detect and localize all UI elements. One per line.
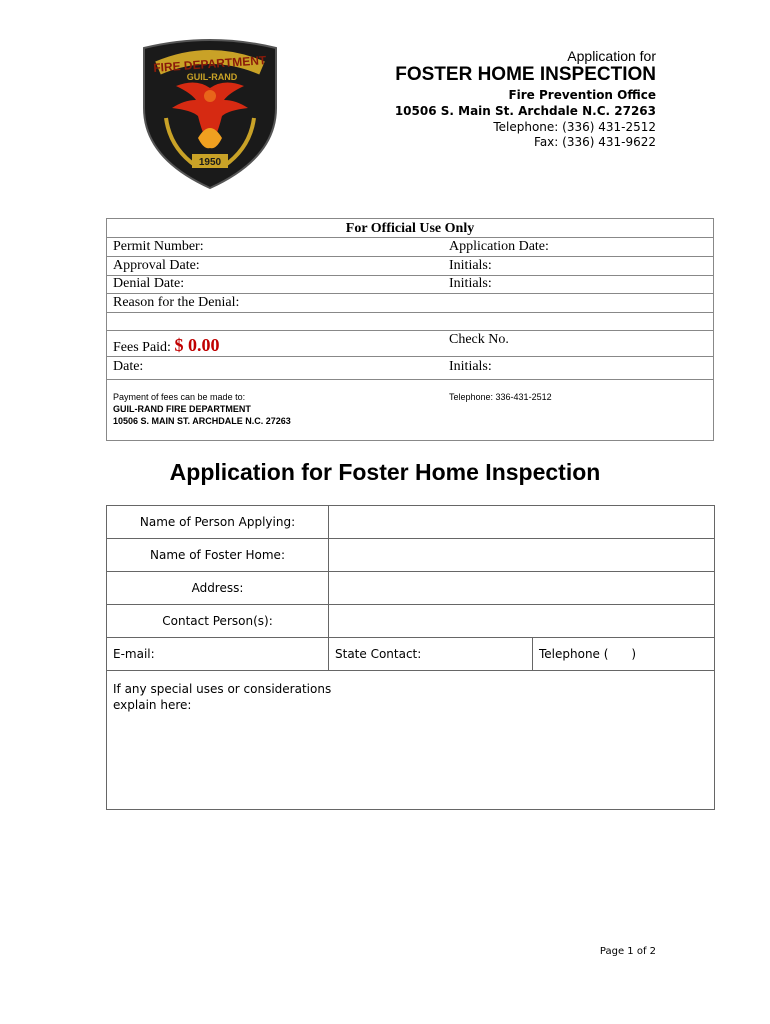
- official-title-row: [107, 219, 713, 238]
- telephone-field[interactable]: [533, 638, 714, 670]
- row-name-applying: [107, 506, 714, 539]
- header-fax: Fax: (336) 431-9622: [534, 135, 656, 149]
- official-title: For Official Use Only: [345, 221, 475, 236]
- row-contacts: [107, 605, 714, 638]
- name-applying-field[interactable]: [329, 506, 714, 538]
- address-field[interactable]: [329, 572, 714, 604]
- payment-note: Payment of fees can be made to:: [113, 392, 246, 402]
- page-number: Page 1 of 2: [599, 946, 656, 957]
- row-address: [107, 572, 714, 605]
- header-title: FOSTER HOME INSPECTION: [395, 64, 656, 85]
- address-label: Address:: [107, 572, 329, 604]
- header-application-for: Application for: [567, 48, 656, 64]
- form-title: Application for Foster Home Inspection: [169, 459, 601, 485]
- payee-name: GUIL-RAND FIRE DEPARTMENT: [113, 404, 251, 414]
- payee-address: 10506 S. MAIN ST. ARCHDALE N.C. 27263: [113, 416, 291, 426]
- email-field[interactable]: [107, 638, 329, 670]
- row-email-state-phone: [107, 638, 714, 671]
- official-row-blank: [107, 313, 713, 331]
- svg-text:FIRE DEPARTMENT: FIRE DEPARTMENT: [152, 53, 267, 75]
- contacts-field[interactable]: [329, 605, 714, 637]
- check-number-label: Check No.: [449, 332, 509, 347]
- row-foster-home: [107, 539, 714, 572]
- denial-initials-label: Initials:: [449, 276, 492, 291]
- svg-text:GUIL-RAND: GUIL-RAND: [186, 72, 238, 82]
- date-label: Date:: [113, 359, 144, 374]
- fire-department-badge-logo: [136, 38, 284, 190]
- permit-number-label: Permit Number:: [113, 239, 204, 254]
- payment-info-row: [107, 387, 713, 437]
- svg-text:1950: 1950: [198, 157, 222, 168]
- header-address: 10506 S. Main St. Archdale N.C. 27263: [394, 104, 656, 118]
- fees-paid-label: [113, 335, 219, 356]
- contacts-label: Contact Person(s):: [107, 605, 329, 637]
- special-uses-line2: explain here:: [113, 698, 192, 712]
- foster-home-field[interactable]: [329, 539, 714, 571]
- header-telephone: Telephone: (336) 431-2512: [493, 120, 656, 134]
- date-initials-label: Initials:: [449, 359, 492, 374]
- official-row-denial: [107, 276, 713, 294]
- approval-initials-label: Initials:: [449, 258, 492, 273]
- official-row-date: [107, 357, 713, 380]
- special-uses-line1: If any special uses or considerations: [113, 682, 332, 696]
- telephone-label: Telephone ( ): [539, 647, 637, 661]
- special-uses-label: [113, 681, 331, 713]
- official-row-reason: [107, 294, 713, 313]
- official-row-approval: [107, 257, 713, 276]
- name-applying-label: Name of Person Applying:: [107, 506, 329, 538]
- state-contact-label: State Contact:: [335, 647, 422, 661]
- official-row-fees: [107, 331, 713, 357]
- denial-reason-label: Reason for the Denial:: [113, 295, 240, 310]
- fees-amount: $ 0.00: [174, 335, 220, 355]
- denial-date-label: Denial Date:: [113, 276, 185, 291]
- official-row-permit: [107, 238, 713, 257]
- special-uses-field[interactable]: [107, 671, 714, 809]
- state-contact-field[interactable]: [329, 638, 533, 670]
- official-use-section: [106, 218, 714, 441]
- fees-paid-text: Fees Paid:: [113, 340, 171, 355]
- header-office: Fire Prevention Office: [508, 88, 656, 102]
- email-label: E-mail:: [113, 647, 155, 661]
- payment-telephone: Telephone: 336-431-2512: [449, 392, 552, 402]
- application-date-label: Application Date:: [449, 239, 549, 254]
- foster-home-label: Name of Foster Home:: [107, 539, 329, 571]
- application-form: [106, 505, 715, 810]
- approval-date-label: Approval Date:: [113, 258, 200, 273]
- payment-info: [113, 391, 291, 427]
